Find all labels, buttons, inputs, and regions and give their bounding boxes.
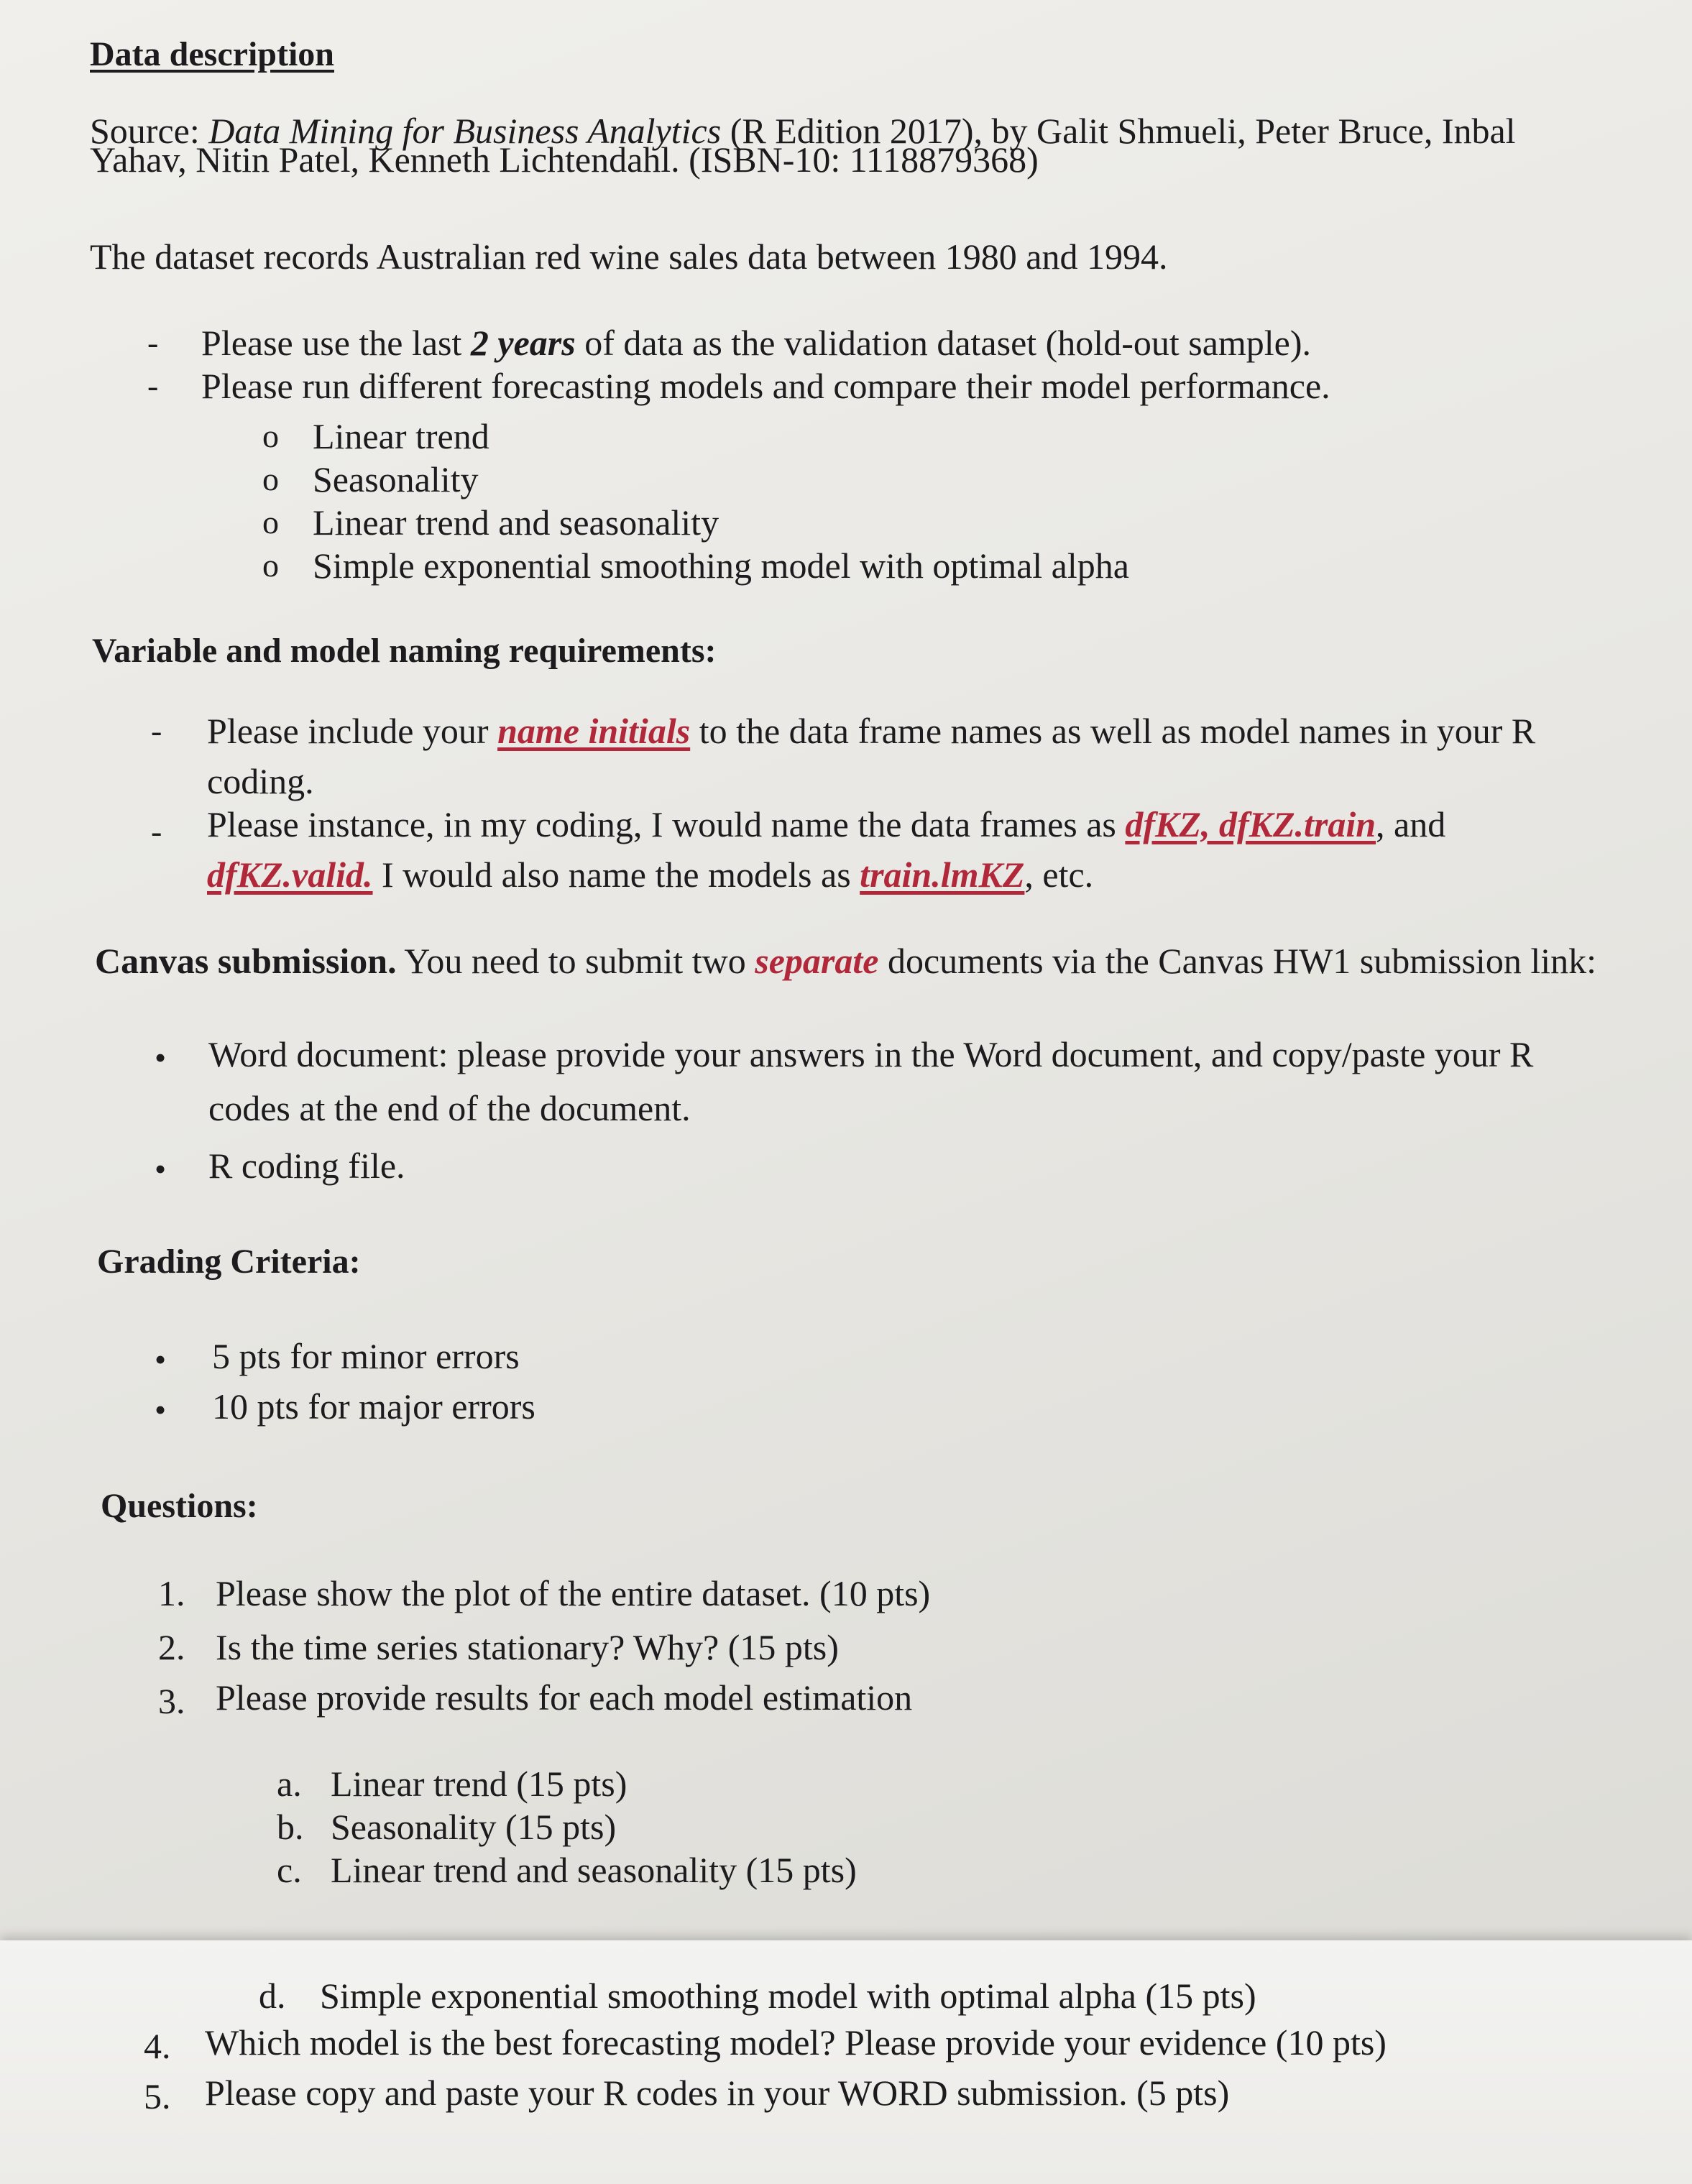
circle-marker: o xyxy=(262,418,279,454)
question-3c: Linear trend and seasonality (15 pts) xyxy=(331,1850,857,1890)
question-number: 1. xyxy=(158,1573,185,1613)
circle-marker: o xyxy=(262,547,279,584)
page-title: Data description xyxy=(90,35,334,73)
model-item: Simple exponential smoothing model with optimal alpha xyxy=(313,545,1129,586)
model-item: Linear trend and seasonality xyxy=(313,502,719,543)
question-3d: Simple exponential smoothing model with optimal alpha (15 pts) xyxy=(320,1976,1256,2016)
dash-marker: - xyxy=(147,324,159,361)
naming-para-2: Please instance, in my coding, I would name the data frames as dfKZ, dfKZ.train, and xyxy=(207,804,1446,844)
dash-marker: - xyxy=(147,367,159,404)
sub-letter: c. xyxy=(277,1850,302,1890)
canvas-bullet-r: R coding file. xyxy=(208,1146,405,1186)
dataset-description: The dataset records Australian red wine sales data between 1980 and 1994. xyxy=(90,236,1168,277)
question-5: Please copy and paste your R codes in your WORD submission. (5 pts) xyxy=(205,2073,1230,2113)
naming-heading: Variable and model naming requirements: xyxy=(92,632,717,670)
question-3a: Linear trend (15 pts) xyxy=(331,1764,627,1804)
question-number: 4. xyxy=(144,2026,171,2066)
canvas-bullet-word-cont: codes at the end of the document. xyxy=(208,1088,691,1128)
bullet-marker: • xyxy=(155,1151,167,1187)
instruction-validation: Please use the last 2 years of data as the validation dataset (hold-out sample). xyxy=(201,323,1312,363)
questions-heading: Questions: xyxy=(101,1487,258,1525)
naming-para-2-cont: dfKZ.valid. I would also name the models as train.lmKZ, etc. xyxy=(207,854,1094,895)
grading-item: 5 pts for minor errors xyxy=(212,1336,520,1376)
sub-letter: a. xyxy=(277,1764,302,1804)
dash-marker: - xyxy=(151,813,162,849)
bullet-marker: • xyxy=(155,1039,167,1076)
question-2: Is the time series stationary? Why? (15 pts) xyxy=(216,1627,839,1667)
sub-letter: d. xyxy=(259,1976,286,2016)
bullet-marker: • xyxy=(155,1341,167,1378)
bullet-marker: • xyxy=(155,1391,167,1428)
source-line-2: Yahav, Nitin Patel, Kenneth Lichtendahl. (ISBN-10: 1118879368) xyxy=(90,139,1039,180)
model-item: Seasonality xyxy=(313,459,479,499)
canvas-submission: Canvas submission. You need to submit two separate documents via the Canvas HW1 submission link: xyxy=(95,941,1596,981)
circle-marker: o xyxy=(262,504,279,540)
grading-heading: Grading Criteria: xyxy=(97,1243,361,1281)
grading-item: 10 pts for major errors xyxy=(212,1386,535,1427)
question-3b: Seasonality (15 pts) xyxy=(331,1807,617,1847)
question-1: Please show the plot of the entire dataset. (10 pts) xyxy=(216,1573,931,1613)
naming-para-1: Please include your name initials to the data frame names as well as model names in your R xyxy=(207,711,1536,751)
naming-para-1-cont: coding. xyxy=(207,761,314,801)
question-3: Please provide results for each model estimation xyxy=(216,1677,913,1718)
sub-letter: b. xyxy=(277,1807,304,1847)
dash-marker: - xyxy=(151,712,162,749)
canvas-bullet-word: Word document: please provide your answers in the Word document, and copy/paste your R xyxy=(208,1034,1534,1074)
model-item: Linear trend xyxy=(313,416,489,456)
question-number: 5. xyxy=(144,2076,171,2116)
question-number: 2. xyxy=(158,1627,185,1667)
question-number: 3. xyxy=(158,1681,185,1721)
source-line-1: Source: Data Mining for Business Analytics (R Edition 2017), by Galit Shmueli, Peter Bruce, Inbal xyxy=(90,111,1516,151)
question-4: Which model is the best forecasting model? Please provide your evidence (10 pts) xyxy=(205,2022,1387,2063)
circle-marker: o xyxy=(262,461,279,497)
instruction-models: Please run different forecasting models and compare their model performance. xyxy=(201,366,1330,406)
